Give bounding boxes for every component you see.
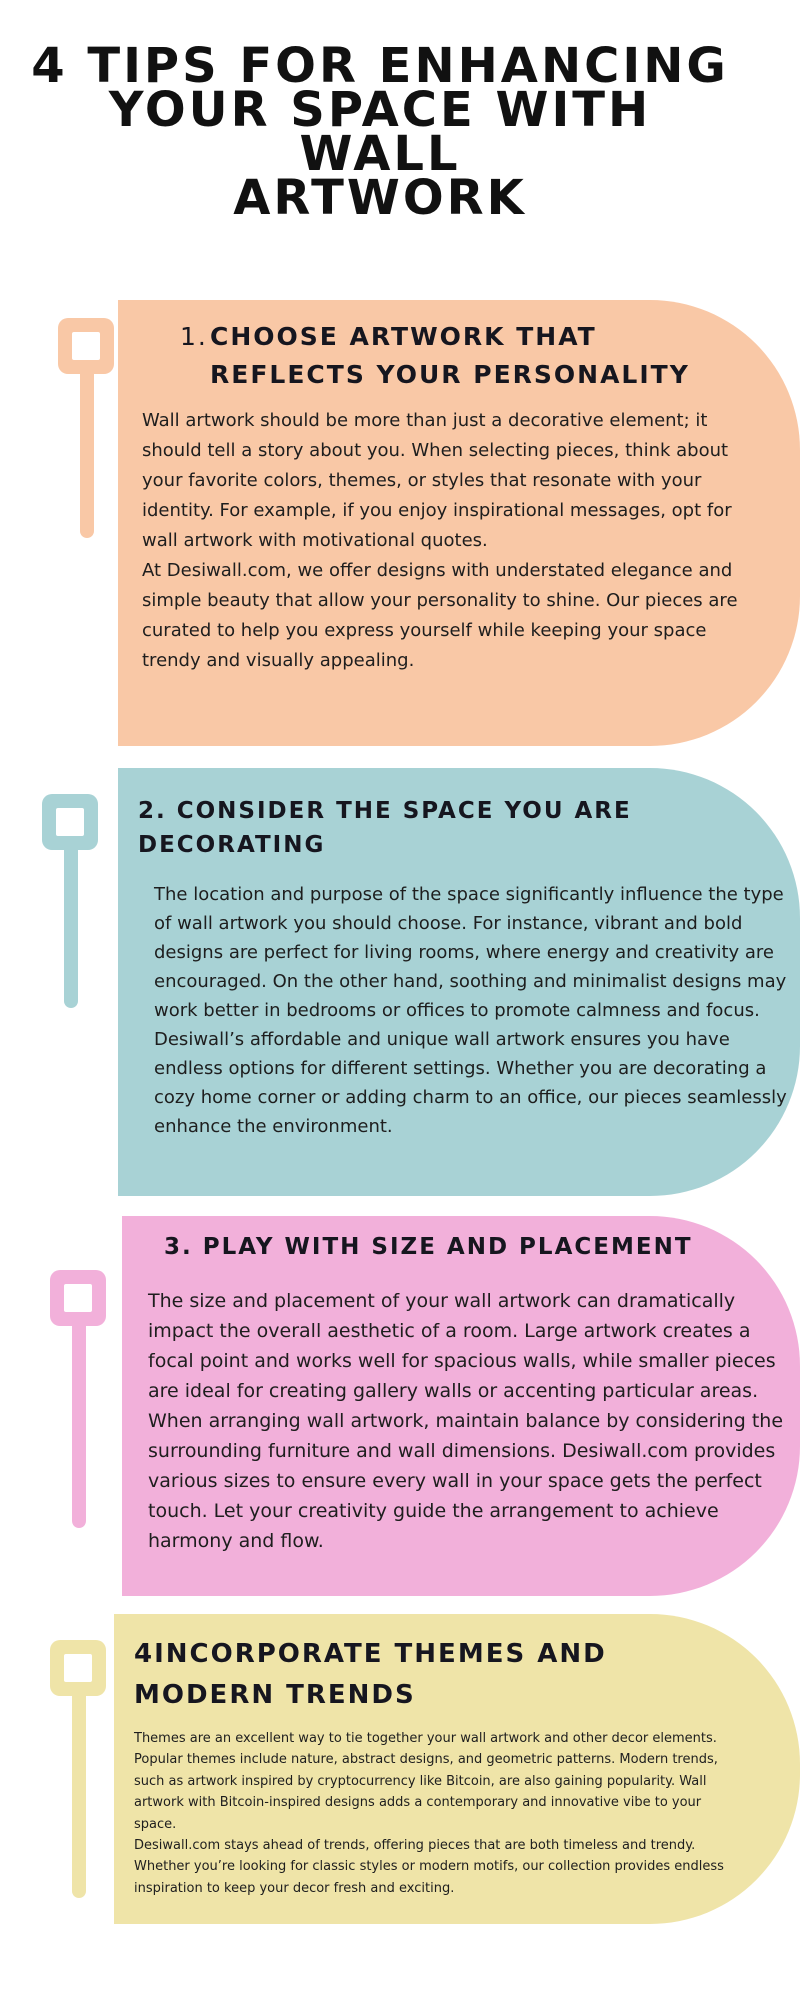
tip-heading-2: 2. CONSIDER THE SPACE YOU ARE DECORATING	[138, 798, 632, 858]
pin-stick	[80, 366, 94, 538]
tip-number-1: 1.	[180, 322, 208, 351]
title-line-3: ARTWORK	[233, 170, 527, 226]
tip-body-4: Themes are an excellent way to tie together your wall artwork and other decor elements. Popular themes include nature, abstract designs, and geometric patterns. Modern trends, such as artwork inspired by cryptocurrency like Bitcoin, are also gaining popularity. Wall artwork with Bitcoin-inspired designs adds a contemporary and innovative vibe to your space. Desiwall.com stays ahead of trends, offering pieces that are both timeless and trendy. Whether you’re looking for classic styles or modern motifs, our collection provides endless inspiration to keep your decor fresh and exciting.	[134, 1731, 724, 1896]
tip-heading-1	[180, 318, 720, 394]
tip-heading-4: 4INCORPORATE THEMES AND MODERN TRENDS	[134, 1639, 607, 1710]
tip-card-4	[114, 1614, 800, 1924]
tip-body-1: Wall artwork should be more than just a decorative element; it should tell a story about you. When selecting pieces, think about your favorite colors, themes, or styles that resonate with your identity. For example, if you enjoy inspirational messages, opt for wall artwork with motivational quotes. At Desiwall.com, we offer designs with understated elegance and simple beauty that allow your personality to shine. Our pieces are curated to help you express yourself while keeping your space trendy and visually appealing.	[142, 410, 738, 671]
title-line-1: 4 TIPS FOR ENHANCING	[31, 38, 729, 94]
title-line-2: YOUR SPACE WITH WALL	[108, 82, 652, 182]
tip-heading-text-1: CHOOSE ARTWORK THAT REFLECTS YOUR PERSONALITY	[210, 322, 690, 389]
pin-stick	[72, 1318, 86, 1528]
pin-stick	[72, 1688, 86, 1898]
tip-body-2: The location and purpose of the space significantly influence the type of wall artwork you should choose. For instance, vibrant and bold designs are perfect for living rooms, where energy and creativity are encouraged. On the other hand, soothing and minimalist designs may work better in bedrooms or offices to promote calmness and focus. Desiwall’s affordable and unique wall artwork ensures you have endless options for different settings. Whether you are decorating a cozy home corner or adding charm to an office, our pieces seamlessly enhance the environment.	[154, 884, 787, 1137]
tip-card-3	[122, 1216, 800, 1596]
tip-card-2	[118, 768, 800, 1196]
tip-card-1	[118, 300, 800, 746]
tip-body-3: The size and placement of your wall artwork can dramatically impact the overall aesthetic of a room. Large artwork creates a focal point and works well for spacious walls, while smaller pieces are ideal for creating gallery walls or accenting particular areas. When arranging wall artwork, maintain balance by considering the surrounding furniture and wall dimensions. Desiwall.com provides various sizes to ensure every wall in your space gets the perfect touch. Let your creativity guide the arrangement to achieve harmony and flow.	[148, 1290, 784, 1552]
page-title	[20, 38, 740, 226]
pin-stick	[64, 842, 78, 1008]
tip-heading-3: 3. PLAY WITH SIZE AND PLACEMENT	[164, 1234, 693, 1260]
